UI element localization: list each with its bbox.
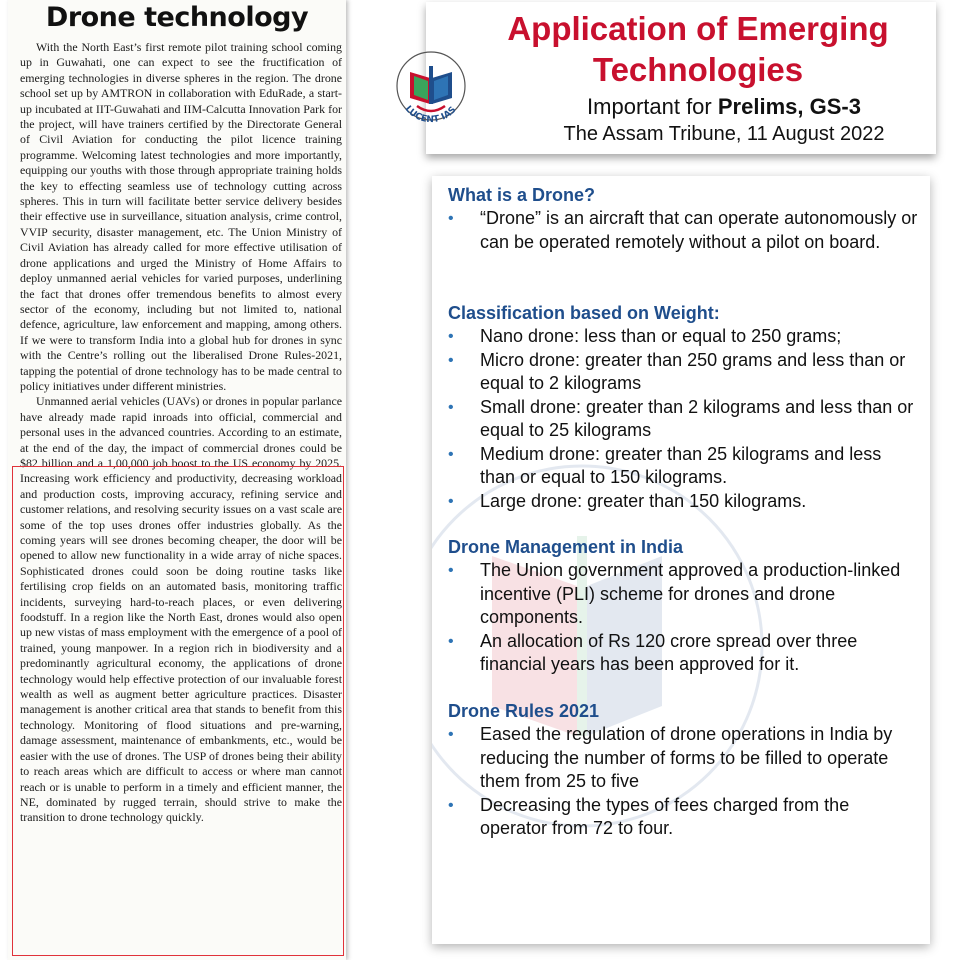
logo-text: LUCENT IAS <box>402 104 459 126</box>
bullet-icon: • <box>448 562 454 579</box>
bullet-icon: • <box>448 445 454 463</box>
header-card <box>402 2 936 154</box>
section-classification <box>448 302 918 513</box>
bullet-icon: • <box>448 796 454 814</box>
section-title: What is a Drone? <box>448 185 596 205</box>
newspaper-clipping <box>8 0 346 960</box>
bullet-item: • Decreasing the types of fees charged from the operator from 72 to four. <box>448 794 850 838</box>
bullet-icon: • <box>448 726 454 743</box>
bullet-item: • An allocation of Rs 120 crore spread over three financial years has been approved for it. <box>448 630 858 674</box>
clipping-headline: Drone technology <box>45 2 309 33</box>
bullet-item: • Small drone: greater than 2 kilograms and less than or equal to 25 kilograms <box>448 396 914 440</box>
clipping-paragraph: Unmanned aerial vehicles (UAVs) or drones in popular parlance have already made rapid inroads into official, commercial and personal uses in the advanced countries. According to an estimate, at the end of the day, the impact of commercial drones could be $82 billion and a 1,00,000 job boost to the US economy by 2025. Increasing work efficiency and productivity, decreasing workload and production costs, improving accuracy, refining service and customer relations, and resolving security issues on a vast scale are some of the top uses drones offer industries globally. As the coming years will see drones becoming cheaper, the door will be opened to allow new functionality in a wide array of niche spaces. Sophisticated drones could soon be doing routine tasks like fertilising crop fields on an automated basis, monitoring traffic incidents, surveying hard-to-reach places, or even delivering foodstuff. In a region like the North East, drones would also open up new vistas of mass employment with the emergence of a pool of trained, young manpower. In a region rich in biodiversity and a predominantly agricultural economy, the applications of drone technology would help effective protection of our invaluable forest wealth as well as augment better agriculture practices. Disaster management is another critical area that stands to benefit from this technology. Monitoring of flood situations and pre-warning, damage assessment, maintenance of embankments, etc., would be easier with the use of drones. The USP of drones being their ability to reach areas which are difficult to access or where man cannot reach or is unable to perform in a timely and efficient manner, the NE, dominated by rugged terrain, should strive to make the transition to drone technology quickly. <box>20 394 342 825</box>
bullet-item: • Large drone: greater than 150 kilograms. <box>448 490 918 514</box>
bullet-icon: • <box>448 351 454 369</box>
bullet-item: • Medium drone: greater than 25 kilograms and less than or equal to 150 kilograms. <box>448 443 882 487</box>
bullet-item: • “Drone” is an aircraft that can operate autonomously or can be operated remotely without a pilot on board. <box>448 208 918 252</box>
section-drone-management <box>448 536 918 677</box>
bullet-icon: • <box>448 398 454 416</box>
section-title: Drone Management in India <box>448 537 684 557</box>
bullet-item: • Eased the regulation of drone operations in India by reducing the number of forms to be filled to operate them from 25 to five <box>448 724 893 791</box>
section-title: Drone Rules 2021 <box>448 701 600 721</box>
subtitle-exam: Prelims, GS-3 <box>717 94 861 119</box>
clipping-body <box>20 40 342 826</box>
bullet-icon: • <box>448 210 454 227</box>
lucent-ias-logo <box>392 46 470 138</box>
bullet-item: • Micro drone: greater than 250 grams and less than or equal to 2 kilograms <box>448 349 906 393</box>
bullet-item: • The Union government approved a production-linked incentive (PLI) scheme for drones and drone components. <box>448 560 901 627</box>
section-what-is-drone <box>448 184 918 254</box>
content-card <box>432 176 930 944</box>
header-title: Application of Emerging Technologies <box>507 10 889 88</box>
section-title: Classification based on Weight: <box>448 303 720 323</box>
bullet-icon: • <box>448 632 454 650</box>
header-source: The Assam Tribune, 11 August 2022 <box>563 123 885 145</box>
clipping-paragraph: With the North East’s first remote pilot training school coming up in Guwahati, one can expect to see the fructification of emerging technologies in diverse spheres in the region. The drone school set up by AMTRON in collaboration with EduRade, a start-up incubated at IIT-Guwahati and IIM-Calcutta Innovation Park for the project, will have trainers certified by the Directorate General of Civil Aviation for conducting the pilot licence training programme. Welcoming latest technologies and more importantly, equipping our youths with those through appropriate training holds the key to effecting seamless use of technology cutting across spheres. This in turn will facilitate better service delivery besides their effective use in surveillance, situation analysis, crime control, VVIP security, disaster management, etc. The Union Ministry of Civil Aviation has already called for more effective utilisation of drone applications and urged the Ministry of Home Affairs to deploy unmanned aerial vehicles for varied purposes, underlining the fact that drones offer tremendous benefits to almost every sector of the economy, including but not limited to, national defence, agriculture, law enforcement and mapping, among others. If we were to transform India into a global hub for drones in sync with the Centre’s rolling out the liberalised Drone Rules-2021, tapping the potential of drone technology has to be made central to policy initiatives under different ministries. <box>20 40 342 393</box>
bullet-icon: • <box>448 328 454 345</box>
svg-text:LUCENT IAS <box>403 104 459 125</box>
bullet-item: • Nano drone: less than or equal to 250 grams; <box>448 325 918 349</box>
header-subtitle <box>512 94 936 120</box>
bullet-icon: • <box>448 492 454 510</box>
subtitle-prefix: Important for <box>587 94 718 119</box>
section-drone-rules <box>448 700 918 841</box>
